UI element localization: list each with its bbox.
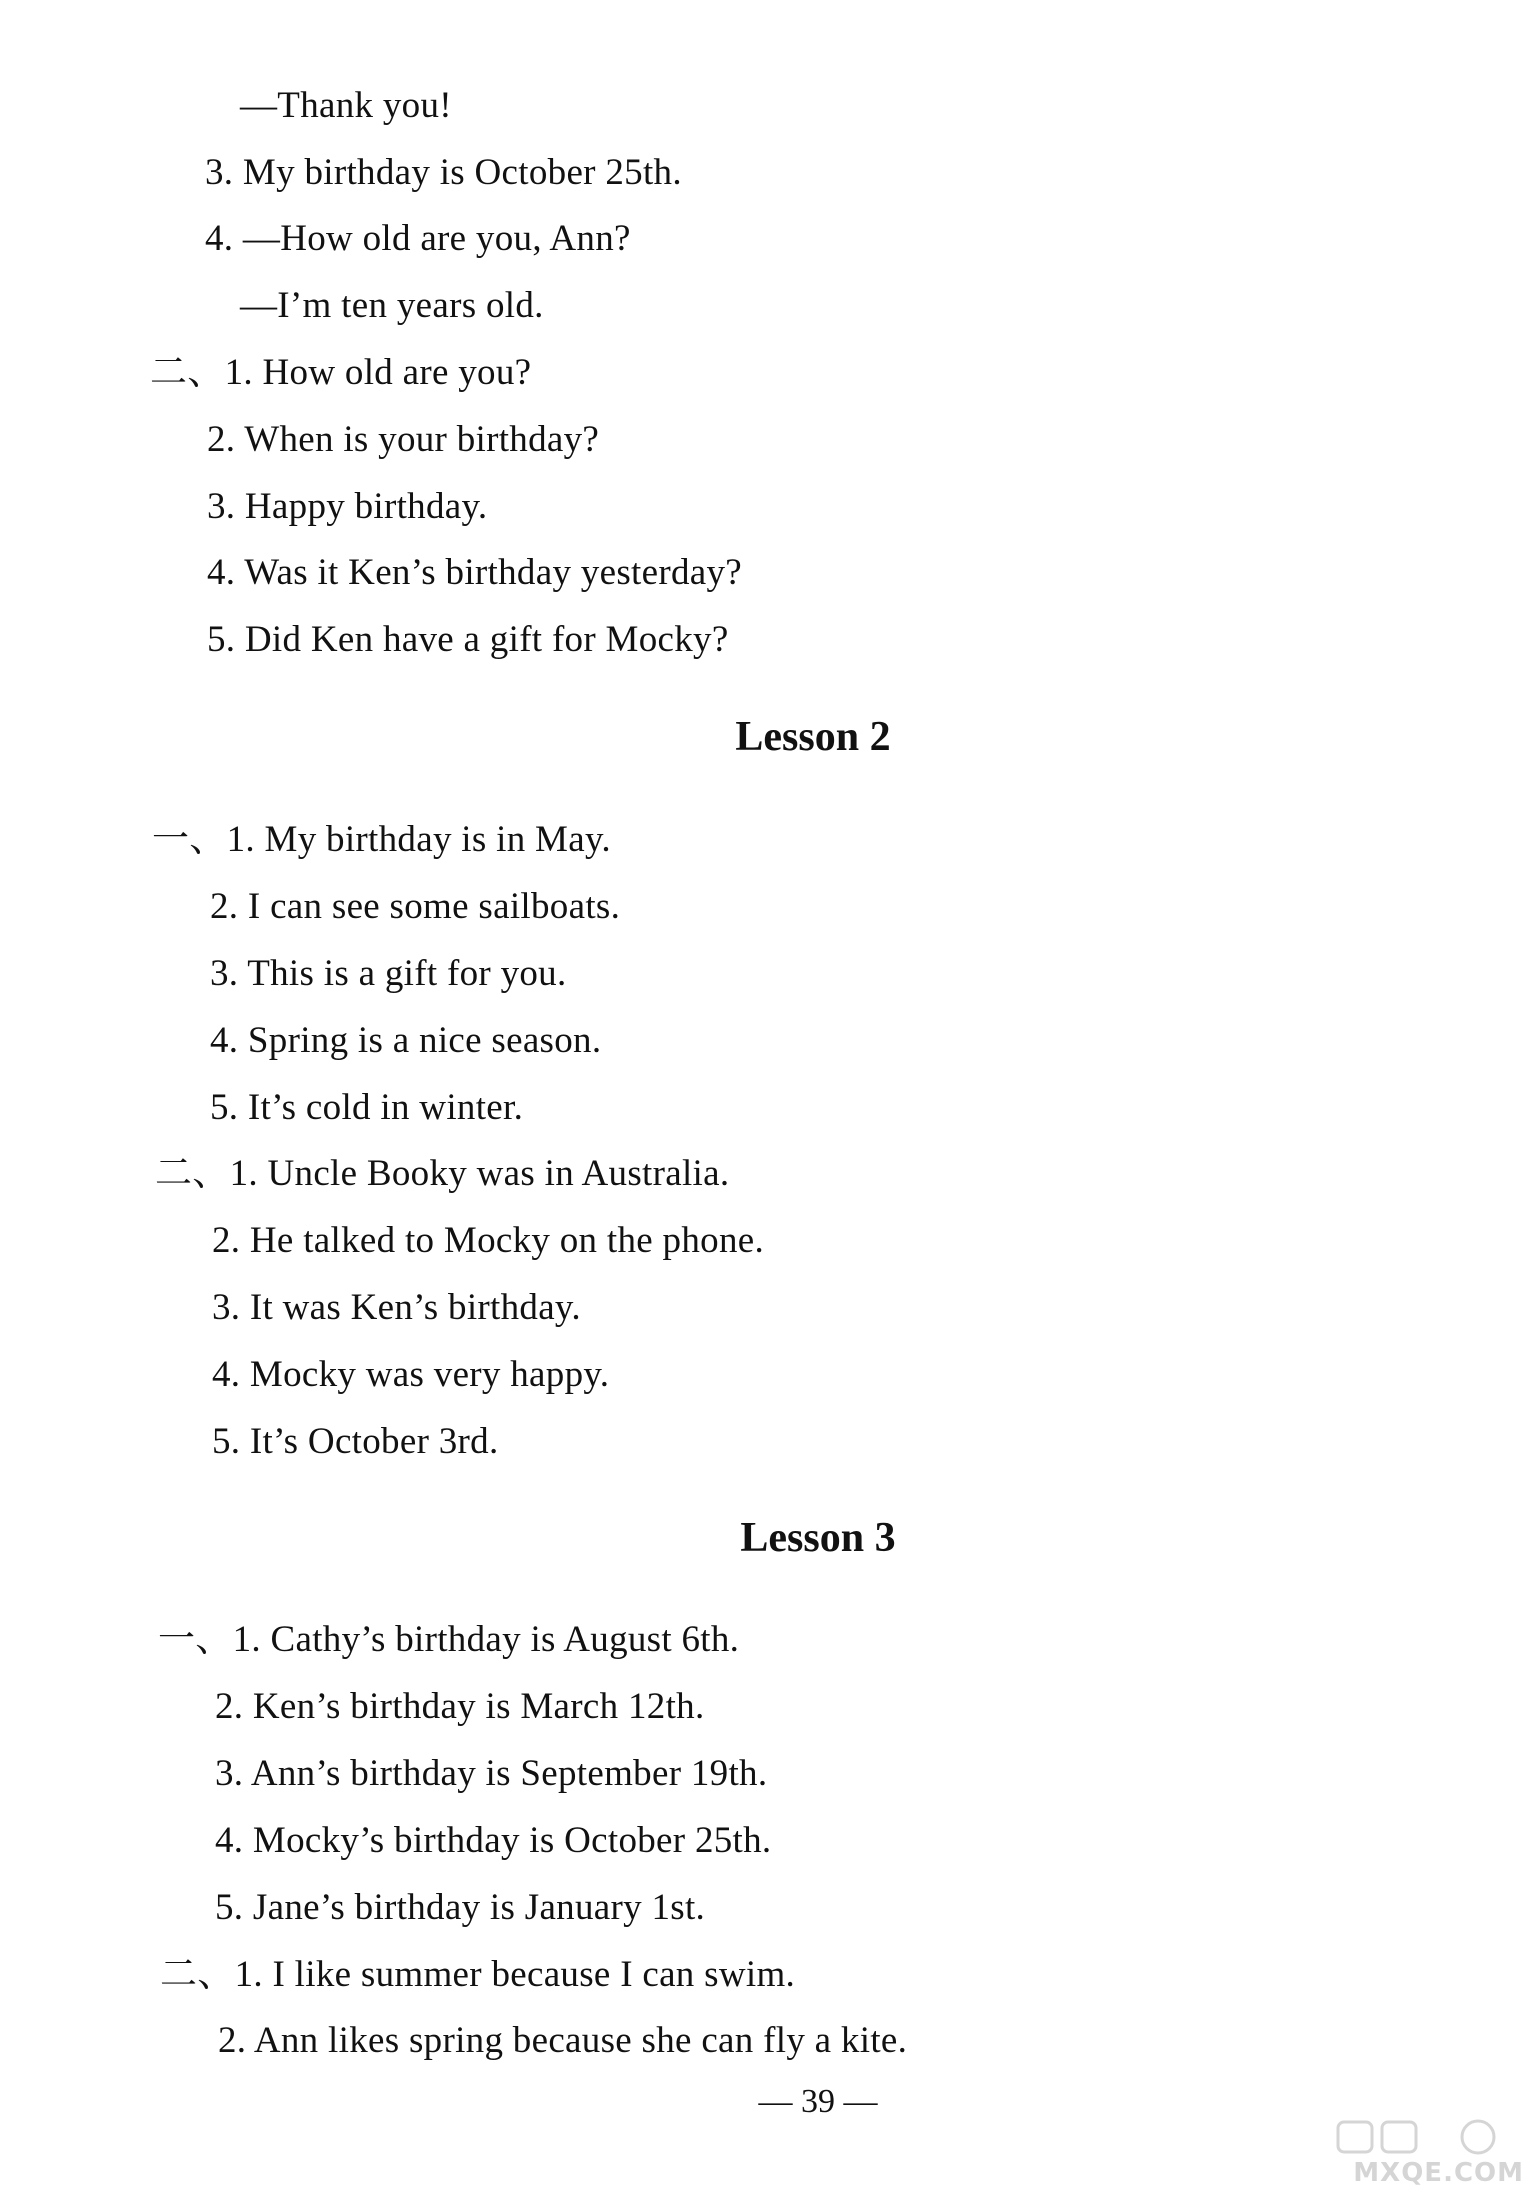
- answer-line: 二、1. How old are you?: [150, 352, 532, 393]
- watermark-logo: [1328, 2118, 1528, 2188]
- answer-line: 2. When is your birthday?: [207, 419, 600, 460]
- answer-line: 4. Mocky’s birthday is October 25th.: [215, 1820, 772, 1861]
- watermark-text: MXQE.COM: [1353, 2158, 1524, 2188]
- answer-line: 5. It’s October 3rd.: [212, 1421, 499, 1462]
- watermark-icon: [1328, 2118, 1528, 2158]
- answer-line: 2. Ken’s birthday is March 12th.: [215, 1686, 705, 1727]
- answer-line: 2. I can see some sailboats.: [210, 886, 621, 927]
- answer-line: —Thank you!: [240, 85, 452, 126]
- answer-line: 4. Was it Ken’s birthday yesterday?: [207, 552, 742, 593]
- answer-line: 3. Ann’s birthday is September 19th.: [215, 1753, 768, 1794]
- answer-line: 二、1. Uncle Booky was in Australia.: [155, 1153, 730, 1194]
- answer-line: 2. He talked to Mocky on the phone.: [212, 1220, 765, 1261]
- answer-line: 4. Mocky was very happy.: [212, 1354, 610, 1395]
- answer-line: 4. Spring is a nice season.: [210, 1020, 602, 1061]
- answer-line: 3. My birthday is October 25th.: [205, 152, 682, 193]
- answer-line: 3. Happy birthday.: [207, 486, 488, 527]
- answer-line: 二、1. I like summer because I can swim.: [160, 1954, 796, 1995]
- answer-line: 3. It was Ken’s birthday.: [212, 1287, 581, 1328]
- lesson-2-title: Lesson 2: [735, 714, 891, 760]
- lesson-3-title: Lesson 3: [740, 1515, 896, 1561]
- answer-line: 2. Ann likes spring because she can fly a kite.: [218, 2020, 908, 2061]
- answer-line: 一、1. Cathy’s birthday is August 6th.: [158, 1619, 740, 1660]
- answer-line: 5. Did Ken have a gift for Mocky?: [207, 619, 729, 660]
- answer-line: 5. Jane’s birthday is January 1st.: [215, 1887, 706, 1928]
- answer-line: 4. —How old are you, Ann?: [205, 218, 631, 259]
- answer-line: 3. This is a gift for you.: [210, 953, 567, 994]
- page-number: — 39 —: [758, 2083, 878, 2120]
- answer-line: 5. It’s cold in winter.: [210, 1087, 524, 1128]
- answer-line: —I’m ten years old.: [240, 285, 544, 326]
- answer-line: 一、1. My birthday is in May.: [152, 819, 611, 860]
